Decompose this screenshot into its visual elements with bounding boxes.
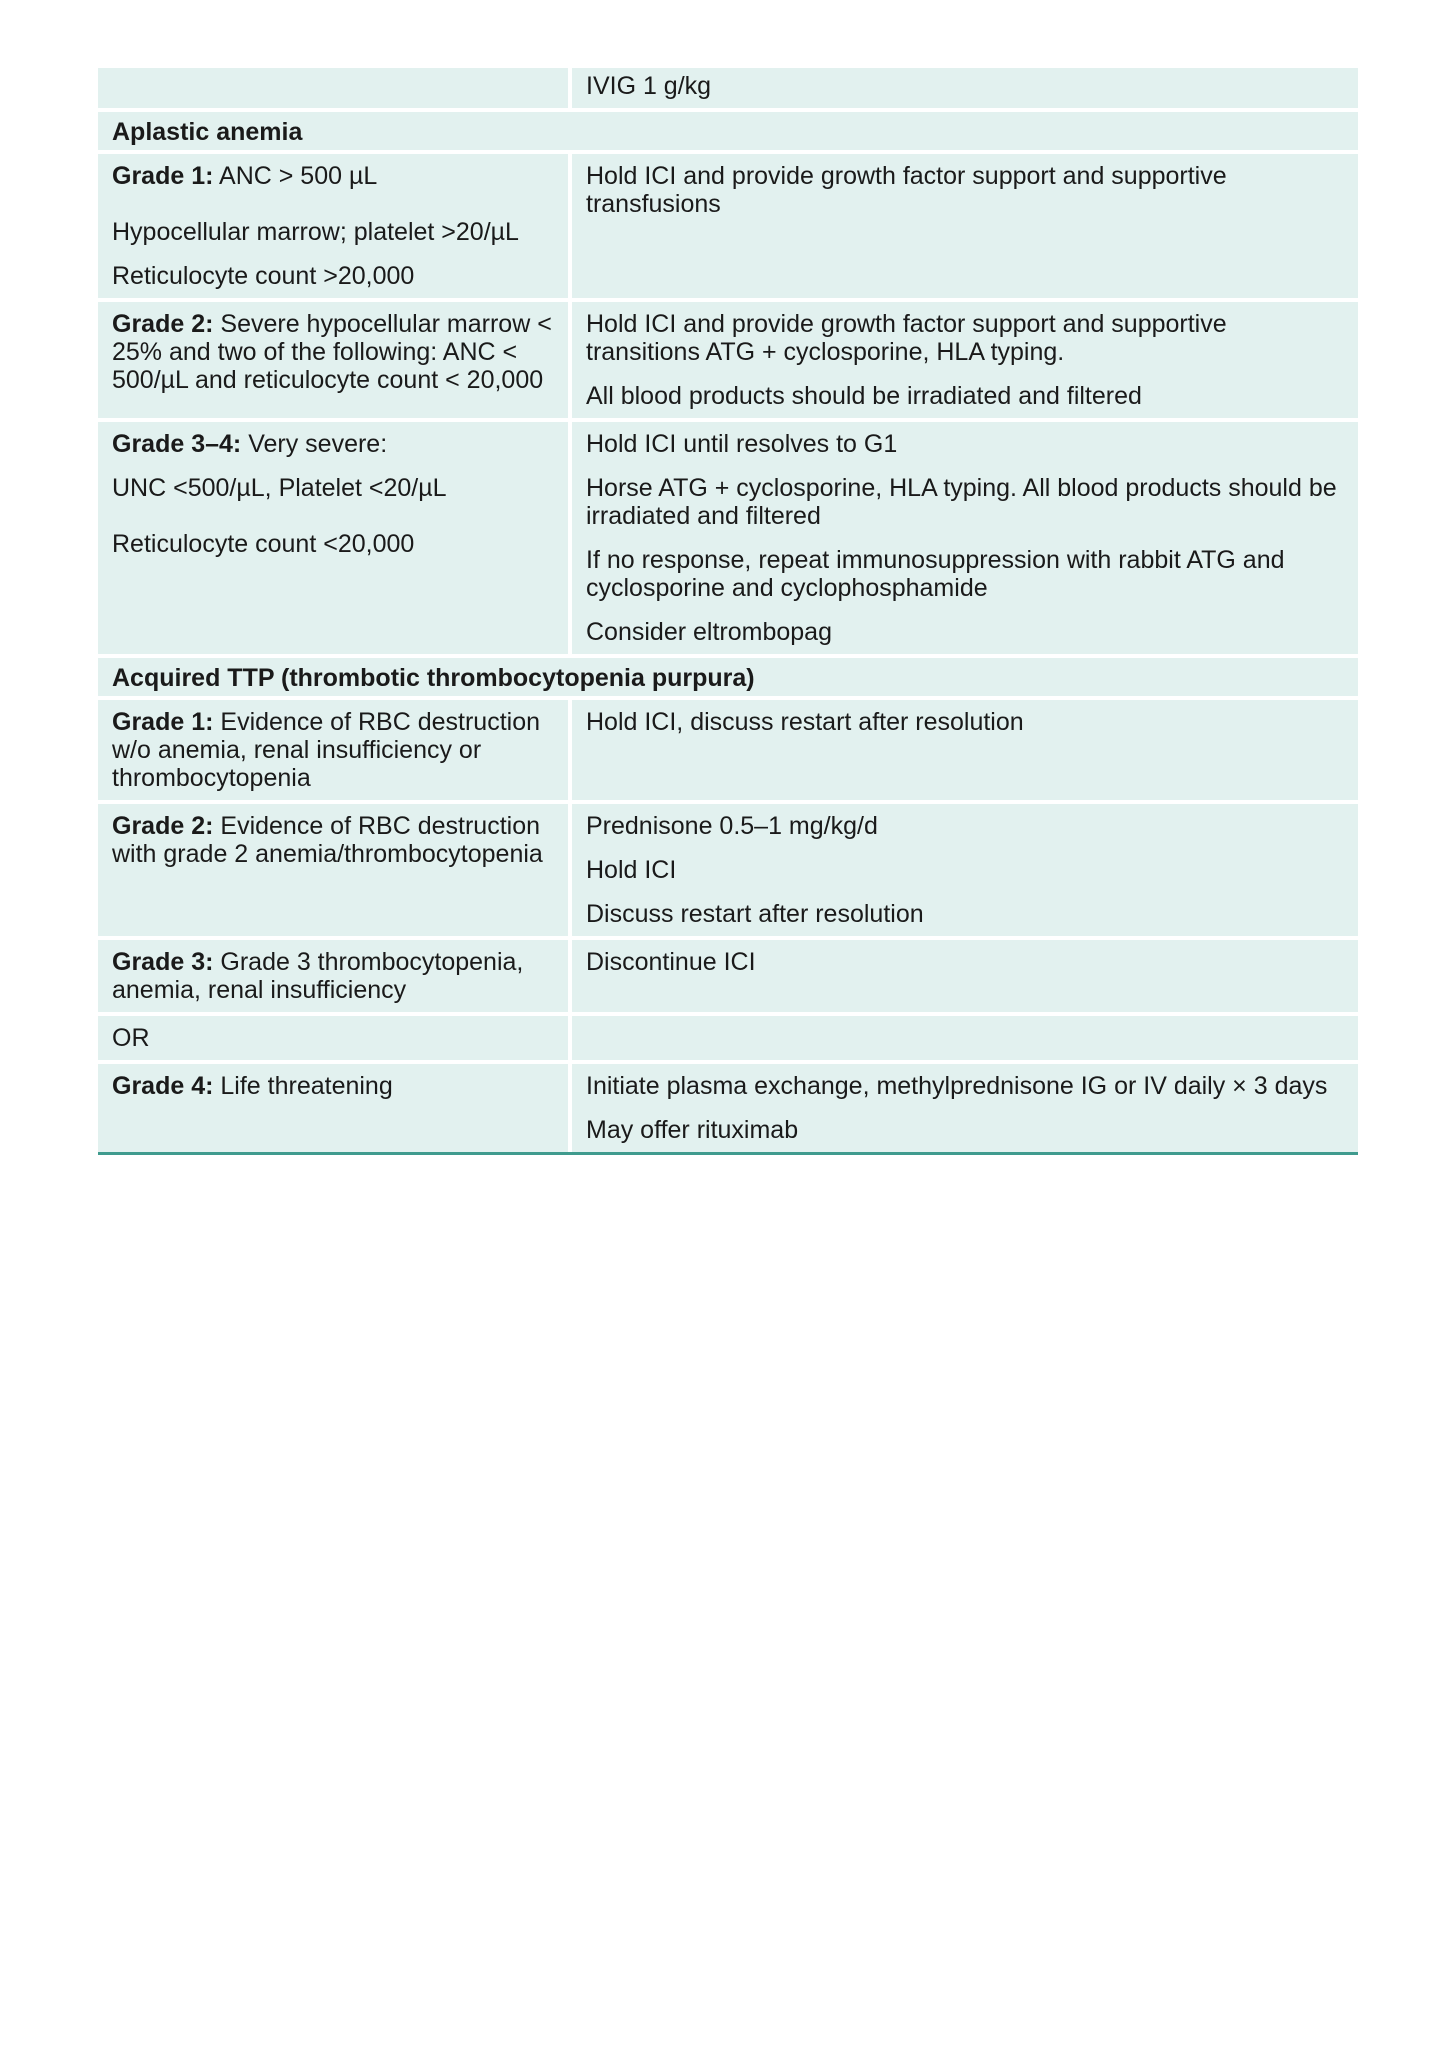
grade-text: UNC <500/µL, Platelet <20/µL: [112, 474, 447, 502]
treatment-text: Initiate plasma exchange, methylprednisone IG or IV daily × 3 days: [586, 1072, 1328, 1100]
treatment-text: Hold ICI until resolves to G1: [586, 430, 898, 458]
grade-label: Grade 4:: [112, 1072, 214, 1100]
treatment-text: If no response, repeat immunosuppression with rabbit ATG and cyclosporine and cyclophosphamide: [586, 546, 1285, 602]
treatment-cell: [572, 422, 1358, 654]
treatment-text: Discontinue ICI: [586, 948, 756, 976]
treatment-text: Consider eltrombopag: [586, 618, 832, 646]
treatment-text: Discuss restart after resolution: [586, 900, 924, 928]
grade-label: Grade 3–4:: [112, 430, 242, 458]
grade-text: Evidence of RBC destruction with grade 2 anemia/thrombocytopenia: [112, 812, 543, 868]
treatment-cell: [572, 154, 1358, 298]
grade-cell: [98, 1016, 572, 1060]
grade-description: [112, 948, 554, 1004]
section-heading: Acquired TTP (thrombotic thrombocytopenia purpura): [112, 664, 755, 692]
table-row: [98, 418, 1358, 654]
treatment-text: All blood products should be irradiated and filtered: [586, 382, 1142, 410]
treatment-text: May offer rituximab: [586, 1116, 799, 1144]
treatment-cell: [572, 804, 1358, 936]
grade-label: Grade 1:: [112, 708, 214, 736]
treatment-text: Horse ATG + cyclosporine, HLA typing. All blood products should be irradiated and filtered: [586, 474, 1337, 530]
table-row: [98, 298, 1358, 418]
table-row: [98, 150, 1358, 298]
grade-cell: [98, 940, 572, 1012]
section-heading-row: [98, 108, 1358, 150]
grade-text: Severe hypocellular marrow < 25% and two of the following: ANC < 500/µL and reticulocyte count < 20,000: [112, 310, 552, 394]
left-cell: [98, 68, 572, 108]
treatment-text: Hold ICI: [586, 856, 677, 884]
grade-text: Evidence of RBC destruction w/o anemia, renal insufficiency or thrombocytopenia: [112, 708, 540, 792]
grade-description: [112, 708, 554, 792]
grade-label: Grade 2:: [112, 310, 214, 338]
treatment-cell: [572, 1016, 1358, 1060]
grade-description: [112, 430, 554, 458]
grade-cell: [98, 154, 572, 298]
table-row: [98, 936, 1358, 1012]
grade-text: Hypocellular marrow; platelet >20/µL: [112, 218, 519, 246]
grade-text: Reticulocyte count <20,000: [112, 530, 415, 558]
treatment-cell: [572, 1064, 1358, 1152]
treatment-cell: [572, 302, 1358, 418]
grade-label: Grade 2:: [112, 812, 214, 840]
table-row: [98, 68, 1358, 108]
table-row: [98, 800, 1358, 936]
section-heading-row: [98, 654, 1358, 696]
grade-text: Grade 3 thrombocytopenia, anemia, renal insufficiency: [112, 948, 524, 1004]
grade-label: Grade 1:: [112, 162, 214, 190]
right-cell: [572, 68, 1358, 108]
grade-cell: [98, 700, 572, 800]
treatment-text: IVIG 1 g/kg: [586, 72, 712, 100]
grade-description: [112, 310, 554, 394]
grade-description: [112, 162, 554, 190]
grade-cell: [98, 804, 572, 936]
treatment-cell: [572, 700, 1358, 800]
grade-description: [112, 1072, 554, 1100]
grade-cell: [98, 302, 572, 418]
treatment-cell: [572, 940, 1358, 1012]
guideline-table: [98, 68, 1358, 1155]
treatment-text: Hold ICI and provide growth factor support and supportive transfusions: [586, 162, 1227, 218]
table-row: [98, 1060, 1358, 1152]
grade-description: [112, 812, 554, 868]
grade-cell: [98, 422, 572, 654]
treatment-text: Hold ICI and provide growth factor support and supportive transitions ATG + cyclosporine, HLA typing.: [586, 310, 1227, 366]
grade-text: Very severe:: [248, 430, 388, 458]
grade-text: Life threatening: [220, 1072, 393, 1100]
table-row: [98, 696, 1358, 800]
grade-text: ANC > 500 µL: [219, 162, 378, 190]
grade-cell: [98, 1064, 572, 1152]
grade-text: OR: [112, 1024, 150, 1052]
table-row: [98, 1012, 1358, 1060]
grade-label: Grade 3:: [112, 948, 214, 976]
grade-text: Reticulocyte count >20,000: [112, 262, 415, 290]
section-heading: Aplastic anemia: [112, 118, 303, 146]
treatment-text: Prednisone 0.5–1 mg/kg/d: [586, 812, 878, 840]
treatment-text: Hold ICI, discuss restart after resolution: [586, 708, 1024, 736]
